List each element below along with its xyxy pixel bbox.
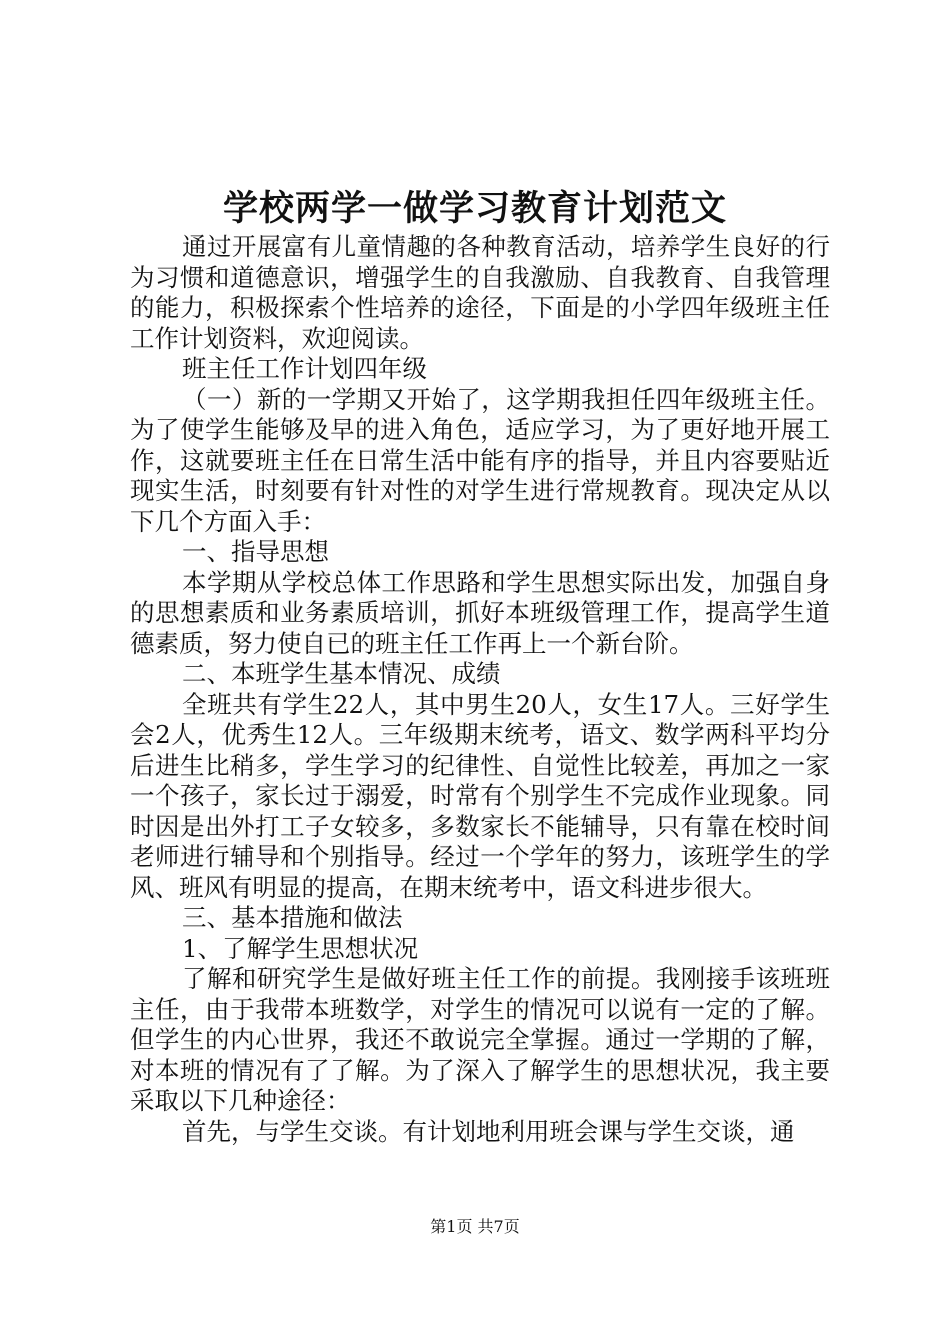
section-heading-plan: 班主任工作计划四年级 (182, 354, 427, 383)
section-heading-class-situation: 二、本班学生基本情况、成绩 (182, 659, 501, 688)
paragraph-understand-students: 了解和研究学生是做好班主任工作的前提。我刚接手该班班主任，由于我带本班数学，对学生的情况可以说有一定的了解。但学生的内心世界，我还不敢说完全掌握。通过一学期的了解，对本班的情况有了了解。为了深入了解学生的思想状况，我主要采取以下几种途径： (130, 964, 830, 1115)
document-title: 学校两学一做学习教育计划范文 (222, 188, 727, 229)
paragraph-part-one: （一）新的一学期又开始了，这学期我担任四年级班主任。为了使学生能够及早的进入角色，适应学习，为了更好地开展工作，这就要班主任在日常生活中能有序的指导，并且内容要贴近现实生活，时刻要有针对性的对学生进行常规教育。现决定从以下几个方面入手： (130, 384, 830, 536)
paragraph-class-situation: 全班共有学生22人，其中男生20人，女生17人。三好学生会2人，优秀生12人。三年级期末统考，语文、数学两科平均分后进生比稍多，学生学习的纪律性、自觉性比较差，再加之一家一个孩子，家长过于溺爱，时常有个别学生不完成作业现象。同时因是出外打工子女较多，多数家长不能辅导，只有靠在校时间老师进行辅导和个别指导。经过一个学年的努力，该班学生的学风、班风有明显的提高，在期末统考中，语文科进步很大。 (130, 689, 830, 902)
section-heading-measures: 三、基本措施和做法 (182, 903, 403, 932)
paragraph-talk-with-students: 首先，与学生交谈。有计划地利用班会课与学生交谈，通 (182, 1116, 795, 1146)
section-heading-guiding-thought: 一、指导思想 (182, 537, 329, 566)
paragraph-intro: 通过开展富有儿童情趣的各种教育活动，培养学生良好的行为习惯和道德意识，增强学生的自我激励、自我教育、自我管理的能力，积极探索个性培养的途径，下面是的小学四年级班主任工作计划资料，欢迎阅读。 (130, 232, 830, 353)
document-body (130, 232, 830, 1147)
page-number-footer: 第1页 共7页 (430, 1217, 520, 1236)
subheading-understand-students: 1、了解学生思想状况 (182, 933, 419, 963)
paragraph-guiding-thought: 本学期从学校总体工作思路和学生思想实际出发，加强自身的思想素质和业务素质培训，抓好本班级管理工作，提高学生道德素质，努力使自已的班主任工作再上一个新台阶。 (130, 567, 830, 658)
